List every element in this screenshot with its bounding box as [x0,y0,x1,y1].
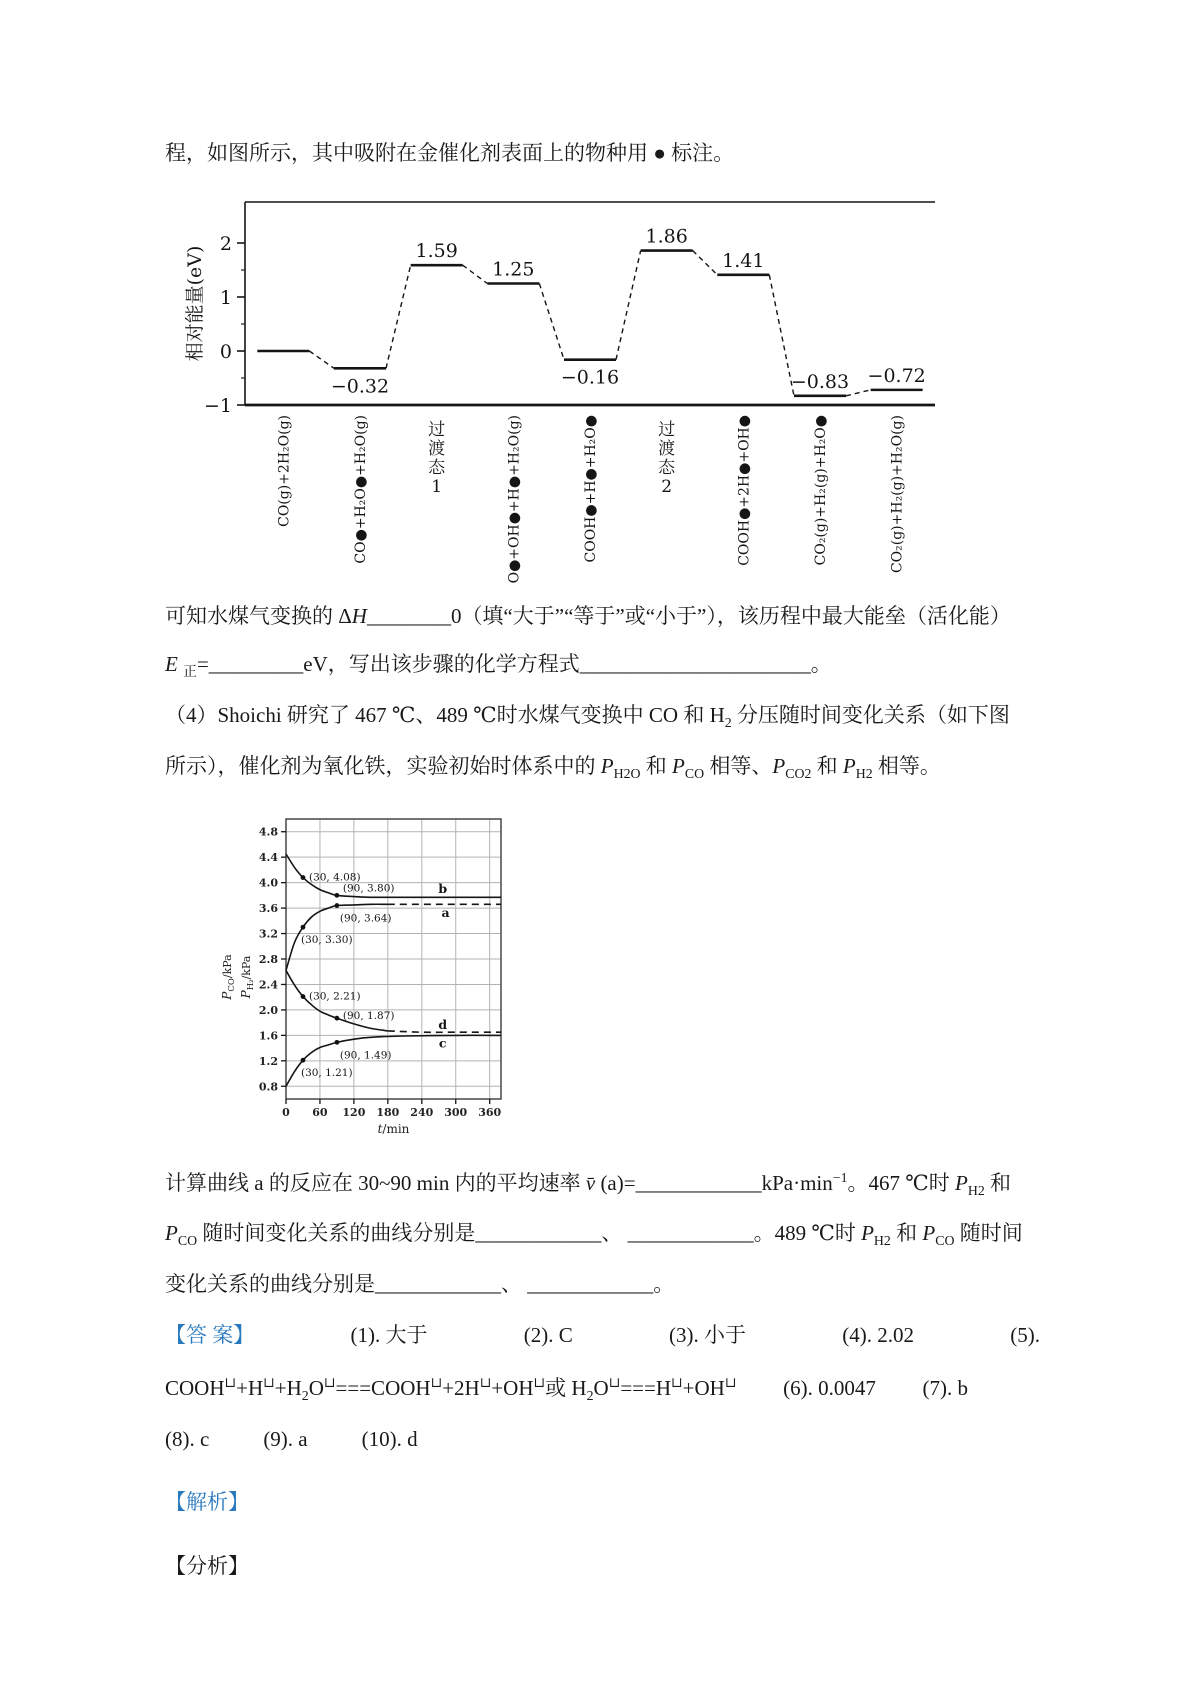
svg-text:2.0: 2.0 [258,1003,278,1017]
energy-diagram-svg [177,188,959,584]
svg-text:2: 2 [219,232,232,255]
svg-text:−0.16: −0.16 [560,366,620,389]
svg-text:b: b [438,880,448,896]
pressure-chart-figure [201,804,1040,1153]
svg-text:PCO/kPa: $P_{CO}$/kPa [220,953,237,1000]
svg-text:1: 1 [219,286,232,309]
svg-text:CO●+OH●+H●+H₂O(g): CO●+OH●+H●+H₂O(g) [506,414,523,584]
svg-text:2.8: 2.8 [258,952,278,966]
svg-text:(90, 1.49): (90, 1.49) [339,1048,392,1061]
svg-text:(90, 1.87): (90, 1.87) [342,1009,395,1022]
svg-text:CO(g)+2H₂O(g): CO(g)+2H₂O(g) [276,414,293,527]
svg-text:(30, 4.08): (30, 4.08) [308,871,361,884]
svg-text:360: 360 [478,1105,502,1119]
answer-item-4: (4). 2.02 [842,1323,914,1348]
svg-text:0.8: 0.8 [258,1079,278,1093]
svg-text:1: 1 [431,476,443,497]
svg-text:120: 120 [342,1105,366,1119]
answer-item-9: (9). a [263,1427,308,1452]
svg-text:1.2: 1.2 [258,1054,278,1068]
svg-text:4.0: 4.0 [258,876,278,890]
svg-text:240: 240 [410,1105,434,1119]
svg-text:相对能量(eV): 相对能量(eV) [184,245,206,362]
svg-text:4.4: 4.4 [258,850,278,864]
svg-text:−0.32: −0.32 [330,375,390,398]
svg-text:d: d [438,1016,448,1032]
svg-text:(90, 3.64): (90, 3.64) [339,912,392,925]
intro-paragraph: 程，如图所示，其中吸附在金催化剂表面上的物种用 ● 标注。 [165,141,735,165]
svg-text:1.41: 1.41 [722,249,765,272]
answer-row-1 [165,1319,1040,1349]
svg-text:(30, 2.21): (30, 2.21) [308,990,361,1003]
pressure-chart-svg [201,804,531,1148]
answer-row-3 [165,1427,1040,1452]
energy-diagram-figure [177,188,1040,589]
paragraph-rate: 计算曲线 a 的反应在 30~90 min 内的平均速率 v̄ $(a)=\_\_\_\_\_\_\_\_\_\_\_\_kPa\cdot\min^{-1}$。467 ℃时 $P_{H2}$ 和 [165,1169,1012,1198]
answer-item-6: (6). 0.0047 [783,1376,876,1401]
svg-text:t/min: t/min [377,1121,410,1136]
svg-text:CO₂(g)+H₂(g)+H₂O(g): CO₂(g)+H₂(g)+H₂O(g) [889,414,906,573]
svg-text:COOH●+2H●+OH●: COOH●+2H●+OH● [736,414,753,566]
paragraph-curves-2: 变化关系的曲线分别是____________、 ____________。 [165,1272,675,1297]
svg-text:−0.72: −0.72 [867,364,926,387]
svg-text:CO●+H₂O●+H₂O(g): CO●+H₂O●+H₂O(g) [353,414,369,564]
svg-text:态: 态 [428,457,446,478]
analysis-section-label: 【分析】 [165,1554,249,1579]
svg-text:1.25: 1.25 [492,258,535,281]
paragraph-q4-line1: （4）Shoichi 研究了 467 ℃、489 ℃时水煤气变换中 CO 和 $H_2$ 分压随时间变化关系（如下图 [165,702,1010,730]
answer-item-2: (2). C [523,1323,573,1348]
svg-text:渡: 渡 [428,438,446,459]
svg-text:−1: −1 [203,394,232,417]
svg-text:CO₂(g)+H₂(g)+H₂O●: CO₂(g)+H₂(g)+H₂O● [813,414,829,566]
svg-text:渡: 渡 [658,438,676,459]
svg-text:3.2: 3.2 [258,927,278,941]
svg-text:4.8: 4.8 [258,825,278,839]
answer-item-1: (1). 大于 [350,1323,428,1348]
explanation-section-label: 【解析】 [165,1490,249,1515]
answer-item-5: (5). [1010,1323,1040,1348]
paragraph-activation-energy: E $_正$=_________eV，写出该步骤的化学方程式______________________。 [165,651,832,679]
svg-text:过: 过 [428,419,446,440]
svg-text:态: 态 [658,457,676,478]
answer-item-8: (8). c [165,1427,210,1452]
svg-text:3.6: 3.6 [258,901,278,915]
svg-text:过: 过 [658,419,676,440]
answer-item-7: (7). b [922,1376,968,1401]
answer-item-10: (10). d [361,1427,418,1452]
paragraph-delta-h: 可知水煤气变换的 ΔH________0（填“大于”“等于”或“小于”），该历程中最大能垒（活化能） [165,603,1011,628]
svg-text:−0.83: −0.83 [790,370,850,393]
answer-item-3: (3). 小于 [669,1323,746,1348]
svg-text:(30, 1.21): (30, 1.21) [300,1066,353,1079]
paragraph-q4-line2: 所示），催化剂为氧化铁，实验初始时体系中的 $P_{H2O}$ 和 $P_{CO}$ 相等、$P_{CO2}$ 和 $P_{H2}$ 相等。 [165,753,941,781]
svg-text:0: 0 [282,1105,290,1119]
svg-text:1.6: 1.6 [258,1028,278,1042]
svg-text:COOH●+H●+H₂O●: COOH●+H●+H₂O● [583,414,599,563]
svg-text:2: 2 [661,476,673,497]
answer-equation: $COOH^⊔+H^⊔+H_2O^⊔===COOH^⊔+2H^⊔+OH^⊔$或 $H_2O^⊔===H^⊔+OH^⊔$ [165,1375,737,1404]
answer-label: 【答 案】 [165,1323,255,1348]
svg-text:1.59: 1.59 [415,240,458,263]
svg-text:a: a [441,904,450,920]
paragraph-curves-1: $P_{CO}$ 随时间变化关系的曲线分别是____________、 ____________。489 ℃时 $P_{H2}$ 和 $P_{CO}$ 随时间 [165,1221,1023,1249]
svg-text:2.4: 2.4 [258,977,278,991]
svg-text:(90, 3.80): (90, 3.80) [342,881,395,894]
svg-text:(30, 3.30): (30, 3.30) [300,933,353,946]
svg-text:0: 0 [219,340,232,363]
answer-row-2 [165,1372,1040,1404]
svg-text:300: 300 [444,1105,468,1119]
svg-text:PH₂/kPa: $P_{H_2}$/kPa [239,955,256,998]
svg-text:1.86: 1.86 [645,225,688,248]
svg-text:60: 60 [312,1105,328,1119]
svg-text:180: 180 [376,1105,400,1119]
svg-text:c: c [438,1035,447,1051]
